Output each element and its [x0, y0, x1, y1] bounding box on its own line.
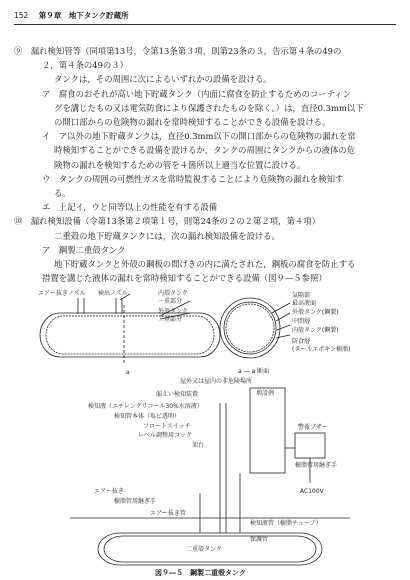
label-inner-tank-steel: 内殻タンク(鋼製): [292, 327, 339, 334]
label-air-vent-tube: エアー抜き管: [150, 510, 186, 517]
tank-inner-shell: [46, 316, 214, 354]
label-section-mark: a: [126, 369, 130, 376]
label-detect-tank-body: 検知管本体（塩ビ透明）: [114, 413, 181, 420]
label-leak-tube: 漏えい検知装置: [156, 391, 199, 398]
label-outer-tank: 外殻タンク: [158, 308, 188, 315]
text-line: 二重殻の地下貯蔵タンクには，次の漏れ検知設備を設ける。: [54, 230, 280, 241]
label-corrosion-layer: 防食層: [292, 338, 311, 345]
label-return-pipe: 検知液管（樹脂チューブ）: [250, 520, 322, 527]
label-outer-tank-steel: 外殻タンク(鋼製): [292, 309, 339, 316]
label-protect-pipe: 保護管: [250, 536, 269, 543]
alarm-box: [295, 433, 325, 458]
text-line: エ 上記イ，ウと同等以上の性能を有する設備: [42, 202, 218, 213]
figure-caption: 図９―５ 鋼製二重殻タンク: [155, 569, 246, 577]
label-resin-fitting-2: 樹脂管用継ぎ手: [114, 498, 157, 505]
text-line: ⑨ 漏れ検知管等（同項第13号，令第13条第３項，則第23条の３，告示第４条の49の: [14, 46, 342, 56]
label-section: a ― a 断面: [238, 368, 270, 375]
text-line: ア 腐食のおそれが高い地下貯蔵タンク（内面に腐食を防止するためのコーティン: [42, 88, 352, 99]
text-line: ウ タンクの周囲の可燃性ガスを常時監視することにより危険物の漏れを検知す: [42, 173, 344, 184]
leader: [272, 303, 290, 313]
label-outdoor-note: 屋外又は屋内の非危険場所: [180, 378, 253, 385]
text-line: の開口部からの危険物の漏れを常時検知することができる設備を設ける。: [54, 117, 331, 128]
page-header: [14, 8, 396, 25]
label-resin-fitting: 樹脂管用継ぎ手: [295, 462, 338, 469]
chapter-title: 第９章 地下タンク貯蔵所: [38, 11, 129, 20]
label-float-switch: フロートスイッチ: [143, 423, 191, 430]
label-power: AC100V: [300, 488, 324, 495]
label-detect-nozzle: 検出ノズル: [98, 290, 128, 297]
figure-double-shell-tank: [0, 283, 410, 580]
section-core: [226, 304, 274, 352]
text-line: 険物の漏れを検知するための管を４箇所以上適当な位置に設ける。: [54, 159, 306, 170]
label-explosion-proof: 増設例: [256, 390, 275, 397]
label-detection-layer: 気隔部: [292, 292, 311, 299]
label-air-vent: エアー抜き: [94, 488, 124, 495]
label-double-tank: 二重殻タンク: [186, 546, 222, 553]
label-coating: (タールエポキシ樹脂): [292, 346, 351, 353]
section-outer: [220, 298, 280, 358]
label-highest-level: 最高液面: [292, 300, 317, 307]
text-line: ア 鋼製二重殻タンク: [42, 244, 126, 255]
text-line: る。: [54, 188, 71, 199]
leader: [276, 335, 290, 338]
label-detect-liquid: 検知液（エチレングリコール30%水溶液）: [88, 403, 203, 410]
text-line: イ ア以外の地下貯蔵タンクは，直径0.3mm以下の開口部からの危険物の漏れを常: [42, 131, 356, 142]
label-inner-tank: 内殻タンク: [158, 290, 188, 297]
text-line: 措置を講じた液体の漏れを常時検知することができる設備（図９―５参照）: [42, 273, 327, 284]
label-level-cock: レベル調整用コック: [138, 432, 192, 439]
text-line: タンクは，その周囲に次によるいずれかの設備を設ける。: [54, 74, 272, 85]
label-air-vent-nozzle: エアー抜きノズル: [38, 290, 86, 297]
label-middle-layer: 中間層: [292, 318, 311, 325]
label-double-part: 二重部分: [158, 316, 183, 323]
text-line: 地下貯蔵タンクと外殻の鋼板の間げきの内に満たされた，鋼板の腐食を防止する: [54, 259, 356, 270]
label-frame: 架台: [192, 442, 205, 449]
tank-outer-shell: [40, 313, 220, 357]
section-inner: [224, 302, 276, 354]
page-number: 152: [14, 11, 29, 20]
leader: [277, 325, 290, 330]
text-line: ２，第４条の49の３）: [42, 60, 129, 71]
text-line: 時検知することができる設備を設けるか，タンクの周囲にタンクからの液体の危: [54, 145, 356, 156]
body-text: [14, 44, 398, 285]
text-line: ⑩ 漏れ検知設備（令第13条第２項第１号，則第24条の２の２第２項，第４項）: [14, 216, 321, 227]
detector-cabinet: [250, 388, 285, 473]
label-primary-part: 一重部分: [158, 298, 183, 305]
text-line: グを講じたもの又は電気防食により保護されたものを除く。）は，直径0.3mm以下: [54, 102, 364, 113]
label-alarm-buzzer: 警報ブザー: [298, 424, 329, 431]
